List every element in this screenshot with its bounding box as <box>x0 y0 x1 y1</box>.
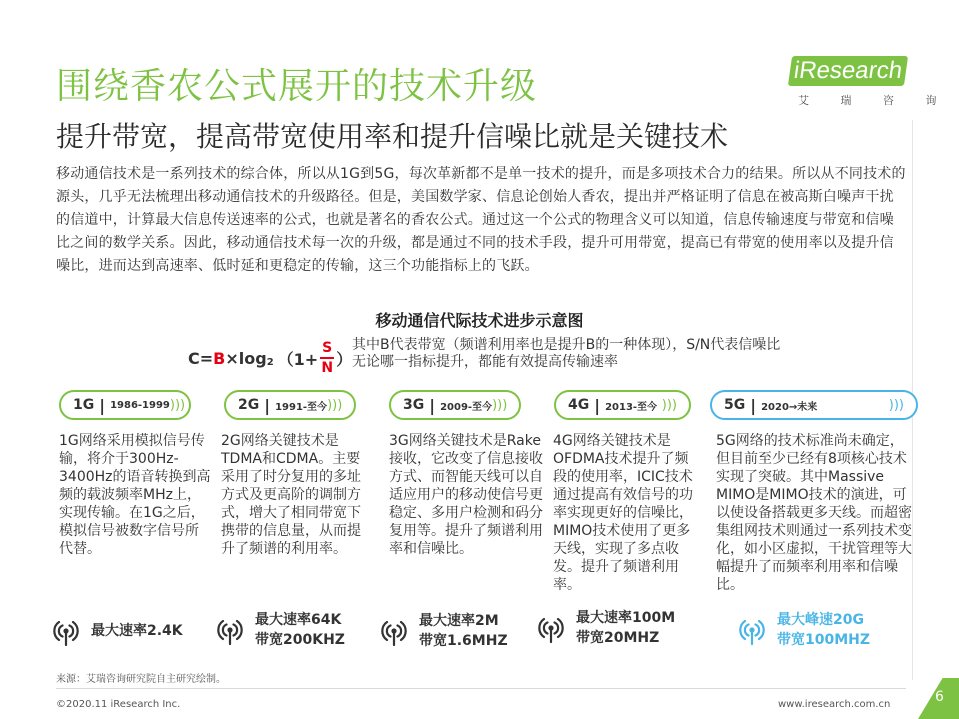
wave-icon: ))) <box>169 397 186 413</box>
formula-note <box>352 337 872 371</box>
formula-close: ） <box>336 349 353 369</box>
signal-antenna-icon <box>47 612 85 650</box>
speed-max-rate: 最大速率2.4K <box>91 623 183 639</box>
speed-max-rate: 最大速率64K <box>255 612 342 628</box>
speed-max-rate: 最大峰速20G <box>777 612 864 628</box>
generation-name: 5G <box>724 397 746 413</box>
fraction-bar <box>320 357 334 359</box>
source-note: 来源：艾瑞咨询研究院自主研究绘制。 <box>56 674 226 685</box>
pill-separator: | <box>750 395 757 415</box>
speed-5g <box>733 610 870 650</box>
speed-text <box>91 621 183 641</box>
formula-bandwidth: B <box>213 348 226 368</box>
generation-years: 2020→未来 <box>761 401 818 413</box>
generation-desc-1g: 1G网络采用模拟信号传输，将介于300Hz-3400Hz的语音转换到高频的载波频率MHz上，实现传输。在1G之后，模拟信号被数字信号所代替。 <box>59 433 211 557</box>
signal-antenna-icon <box>375 612 413 650</box>
page-title: 围绕香农公式展开的技术升级 <box>56 66 538 107</box>
formula-log-base: 2 <box>266 356 274 368</box>
formula-note-line2: 无论哪一指标提升，都能有效提高传输速率 <box>352 354 618 370</box>
formula-note-line1: 其中B代表带宽（频谱利用率也是提升B的一种体现），S/N代表信噪比 <box>352 337 781 353</box>
iresearch-logo <box>790 56 951 118</box>
formula-prefix: C= <box>188 348 214 368</box>
signal-antenna-icon <box>211 611 249 649</box>
wave-icon: ))) <box>492 397 508 413</box>
shannon-formula <box>188 340 352 376</box>
generation-name: 4G <box>568 397 590 413</box>
generation-pill-5g <box>710 390 918 420</box>
speed-bandwidth: 带宽1.6MHZ <box>419 633 508 649</box>
pill-separator: | <box>594 395 601 415</box>
speed-2g <box>211 610 345 650</box>
wave-icon: ))) <box>661 397 677 413</box>
generation-name: 2G <box>238 397 260 413</box>
signal-antenna-icon <box>532 609 570 647</box>
page-number: 6 <box>935 689 944 705</box>
wave-icon: ))) <box>327 397 343 413</box>
generation-pill-1g <box>59 390 191 420</box>
generation-desc-3g: 3G网络关键技术是Rake接收，它改变了信息接收方式、而智能天线可以自适应用户的移动使信号更稳定、多用户检测和码分复用等。提升了频谱利用率和信噪比。 <box>389 433 543 557</box>
speed-bandwidth: 带宽200KHZ <box>255 632 345 648</box>
pill-separator: | <box>99 395 106 415</box>
pill-separator: | <box>264 395 271 415</box>
generation-desc-5g: 5G网络的技术标准尚未确定，但目前至少已经有8项核心技术实现了突破。其中Massive MIMO是MIMO技术的演进，可以使设备搭载更多天线。而超密集组网技术则通过一系列技术变化，如小区虚拟，干扰管理等大幅提升了而频率利用率和信噪比。 <box>716 433 912 593</box>
formula-open: （1+ <box>277 349 319 369</box>
speed-1g <box>47 612 183 650</box>
generation-desc-2g: 2G网络关键技术是TDMA和CDMA。主要采用了时分复用的多址方式及更高阶的调制方式，增大了相同带宽下携带的信息量，从而提升了频谱的利用率。 <box>221 433 361 557</box>
generation-name: 1G <box>73 397 95 413</box>
footer-divider <box>56 688 906 689</box>
formula-signal: S <box>322 340 333 356</box>
diagram-title: 移动通信代际技术进步示意图 <box>375 311 584 330</box>
speed-text <box>576 608 675 648</box>
speed-max-rate: 最大速率2M <box>419 613 499 629</box>
intro-paragraph: 移动通信技术是一系列技术的综合体，所以从1G到5G，每次革新都不是单一技术的提升，而是多项技术合力的结果。所以从不同技术的源头，几乎无法梳理出移动通信技术的升级路径。但是，美国数学家、信息论创始人香农，提出并严格证明了信息在被高斯白噪声干扰的信道中，计算最大信息传送速率的公式，也就是著名的香农公式。通过这一个公式的物理含义可以知道，信息传输速度与带宽和信噪比之间的数学关系。因此，移动通信技术每一次的升级，都是通过不同的技术手段，提升可用带宽，提高已有带宽的使用率以及提升信噪比，进而达到高速率、低时延和更稳定的传输，这三个功能指标上的飞跃。 <box>56 166 906 274</box>
formula-snr-fraction <box>320 340 334 376</box>
copyright: ©2020.11 iResearch Inc. <box>56 699 181 710</box>
speed-text <box>777 610 870 650</box>
generation-years: 2009-至今 <box>440 401 493 413</box>
generation-pill-4g <box>554 390 691 420</box>
speed-text <box>255 610 345 650</box>
speed-bandwidth: 带宽20MHZ <box>576 630 660 646</box>
signal-antenna-icon <box>733 611 771 649</box>
generation-desc-4g: 4G网络关键技术是OFDMA技术提升了频段的使用率，ICIC技术通过提高有效信号的功率实现更好的信噪比，MIMO技术使用了更多天线，实现了多点收发。提升了频谱利用率。 <box>553 433 693 593</box>
formula-noise: N <box>321 360 334 376</box>
generation-years: 1991-至今 <box>275 401 328 413</box>
speed-bandwidth: 带宽100MHZ <box>777 632 871 648</box>
wave-icon: ))) <box>888 397 904 413</box>
website-url: www.iresearch.com.cn <box>778 699 891 710</box>
page-subtitle: 提升带宽，提高带宽使用率和提升信噪比就是关键技术 <box>56 120 729 153</box>
generation-pill-2g <box>224 390 356 420</box>
logo-chinese: 艾 瑞 咨 询 <box>798 94 951 107</box>
generation-name: 3G <box>403 397 425 413</box>
pill-separator: | <box>429 395 436 415</box>
speed-max-rate: 最大速率100M <box>576 610 676 626</box>
generation-years: 2013-至今 <box>605 401 658 413</box>
formula-log: ×log <box>225 348 267 368</box>
speed-text <box>419 611 508 651</box>
speed-3g <box>375 611 508 651</box>
generation-pill-3g <box>389 390 521 420</box>
speed-4g <box>532 608 675 648</box>
logo-wordmark: iResearch <box>788 56 908 86</box>
generation-years: 1986-1999 <box>110 399 170 411</box>
